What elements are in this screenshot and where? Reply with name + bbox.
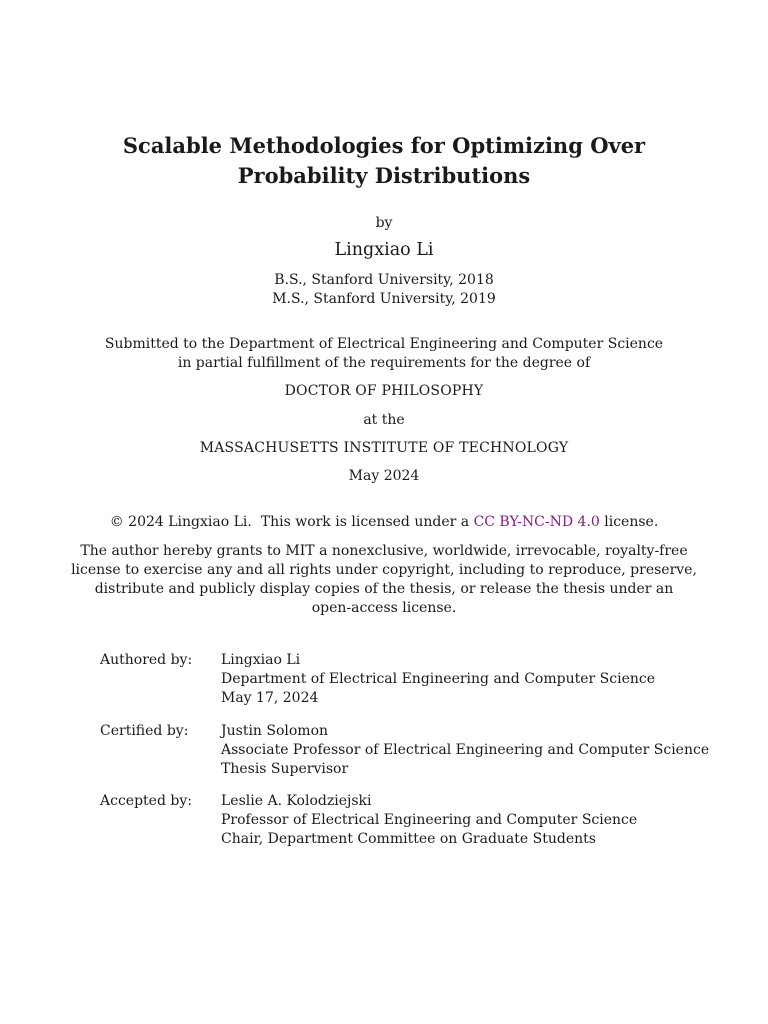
- accepted-by-label: Accepted by:: [100, 793, 192, 809]
- submission-date: May 2024: [348, 468, 420, 484]
- grant-line: The author hereby grants to MIT a nonexclusive, worldwide, irrevocable, royalty-free: [80, 543, 688, 559]
- authored-by-label: Authored by:: [100, 652, 193, 668]
- prior-degree: B.S., Stanford University, 2018: [274, 272, 494, 288]
- prior-degrees: [0, 271, 768, 309]
- signatory-title: Associate Professor of Electrical Engineering and Computer Science: [221, 742, 710, 758]
- submission-line-1: Submitted to the Department of Electrical Engineering and Computer Science: [104, 336, 664, 352]
- institute-name: MASSACHUSETTS INSTITUTE OF TECHNOLOGY: [199, 440, 569, 456]
- signatory-role: Chair, Department Committee on Graduate Students: [221, 831, 596, 847]
- grant-line: distribute and publicly display copies of the thesis, or release the thesis under an: [94, 581, 674, 597]
- author-name: Lingxiao Li: [334, 240, 434, 260]
- license-link[interactable]: CC BY-NC-ND 4.0: [473, 514, 600, 530]
- thesis-title: [0, 131, 768, 191]
- degree-name: DOCTOR OF PHILOSOPHY: [284, 383, 484, 399]
- grant-line: license to exercise any and all rights under copyright, including to reproduce, preserve,: [71, 562, 697, 578]
- grant-line: open-access license.: [311, 600, 457, 616]
- copyright-notice: [0, 513, 768, 531]
- rights-grant-statement: [0, 542, 768, 618]
- signatory-role: Thesis Supervisor: [221, 761, 349, 777]
- at-the-label: at the: [363, 412, 405, 428]
- thesis-title-line-1: Scalable Methodologies for Optimizing Over: [122, 133, 646, 158]
- authored-by-details: [221, 651, 655, 708]
- by-label: by: [375, 215, 393, 231]
- copyright-suffix: license.: [599, 514, 659, 530]
- certified-by-details: [221, 722, 709, 779]
- copyright-prefix: © 2024 Lingxiao Li. This work is licensed under a: [109, 514, 474, 530]
- submission-statement: [0, 335, 768, 373]
- signatory-title: Professor of Electrical Engineering and Computer Science: [221, 812, 638, 828]
- signatory-affiliation: Department of Electrical Engineering and Computer Science: [221, 671, 656, 687]
- signatory-name: Leslie A. Kolodziejski: [221, 793, 372, 809]
- thesis-title-line-2: Probability Distributions: [237, 163, 531, 188]
- signatory-name: Lingxiao Li: [221, 652, 301, 668]
- signatory-name: Justin Solomon: [221, 723, 329, 739]
- signatory-date: May 17, 2024: [221, 690, 319, 706]
- certified-by-label: Certified by:: [100, 723, 189, 739]
- prior-degree: M.S., Stanford University, 2019: [272, 291, 496, 307]
- submission-line-2: in partial fulfillment of the requirements for the degree of: [177, 355, 591, 371]
- accepted-by-details: [221, 792, 637, 849]
